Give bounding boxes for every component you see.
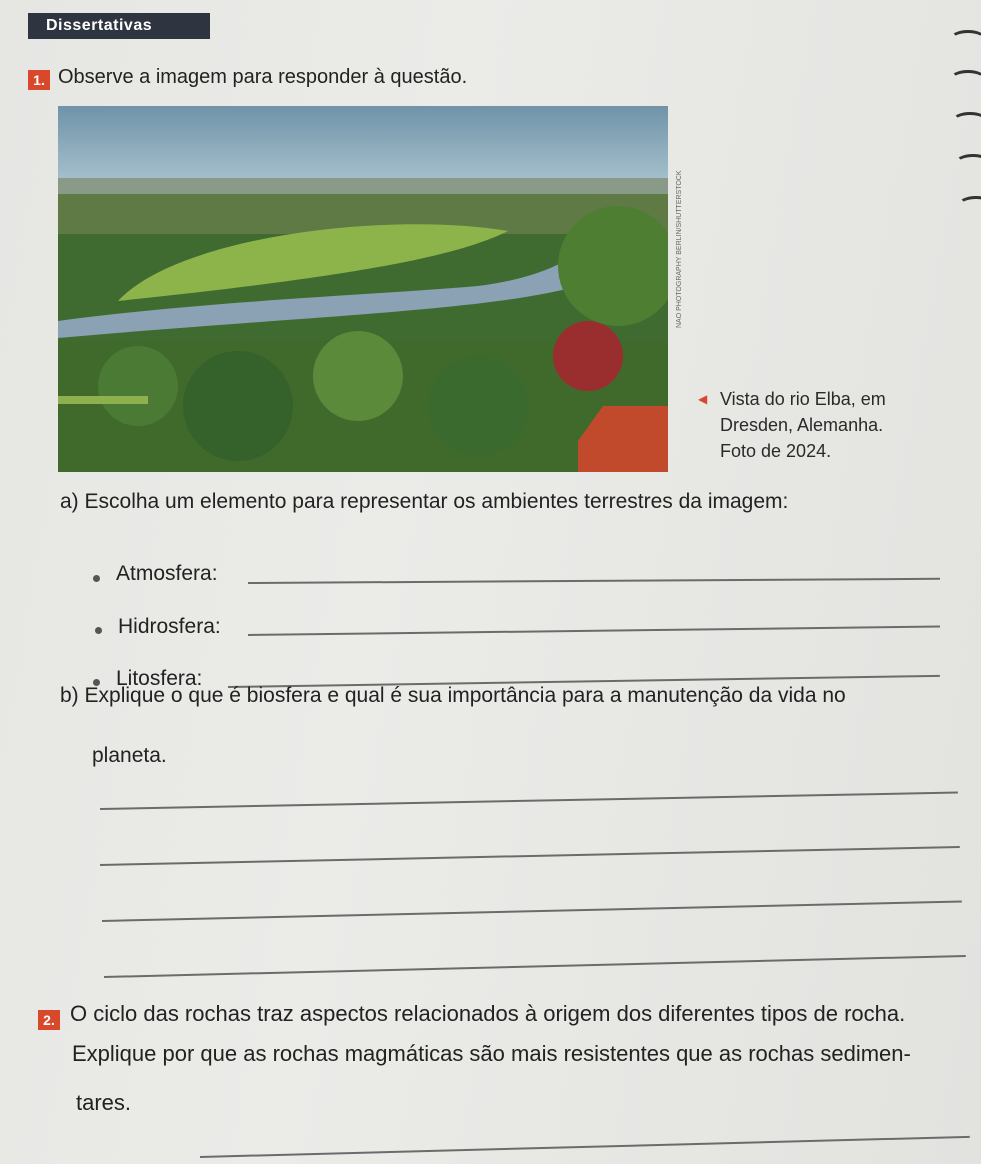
question-1b-line1: b) Explique o que é biosfera e qual é sua importância para a manutenção da vida no [60, 684, 846, 707]
question-2-line2: Explique por que as rochas magmáticas são mais resistentes que as rochas sedimen- [72, 1041, 911, 1066]
section-tag: Dissertativas [28, 13, 210, 39]
binding-ring [952, 112, 981, 130]
binding-ring [950, 70, 981, 88]
photo-caption [698, 386, 886, 464]
bullet-icon [95, 627, 102, 634]
question-1-prompt: Observe a imagem para responder à questão. [58, 66, 468, 88]
answer-line-atmosfera[interactable] [248, 578, 940, 584]
item-atmosfera-label: Atmosfera: [116, 562, 218, 585]
caption-triangle-icon: ◀ [698, 392, 708, 406]
question-number-1: 1. [28, 70, 50, 90]
caption-line: Vista do rio Elba, em [720, 389, 886, 409]
answer-line[interactable] [100, 846, 960, 866]
question-number-2: 2. [38, 1010, 60, 1030]
bullet-icon [93, 575, 100, 582]
item-litosfera-label: Litosfera: [116, 667, 203, 690]
question-2-line1: O ciclo das rochas traz aspectos relacionados à origem dos diferentes tipos de rocha. [70, 1001, 906, 1026]
item-hidrosfera-label: Hidrosfera: [118, 615, 221, 638]
question-1b-line2: planeta. [92, 744, 167, 767]
question-1a-text: a) Escolha um elemento para representar os ambientes terrestres da imagem: [60, 490, 789, 513]
answer-line[interactable] [104, 955, 966, 978]
binding-ring [958, 196, 981, 214]
answer-line[interactable] [100, 792, 958, 810]
answer-line[interactable] [102, 900, 962, 921]
question-2-line3: tares. [76, 1090, 132, 1115]
photo-elbe-river [58, 106, 668, 472]
photo-credit: NAO PHOTOGRAPHY BERLIN/SHUTTERSTOCK [676, 170, 683, 328]
answer-line-hidrosfera[interactable] [248, 626, 940, 636]
binding-ring [950, 30, 981, 48]
caption-line: Dresden, Alemanha. [720, 415, 884, 435]
answer-line[interactable] [200, 1136, 970, 1158]
caption-line: Foto de 2024. [720, 441, 832, 461]
binding-ring [955, 154, 981, 172]
